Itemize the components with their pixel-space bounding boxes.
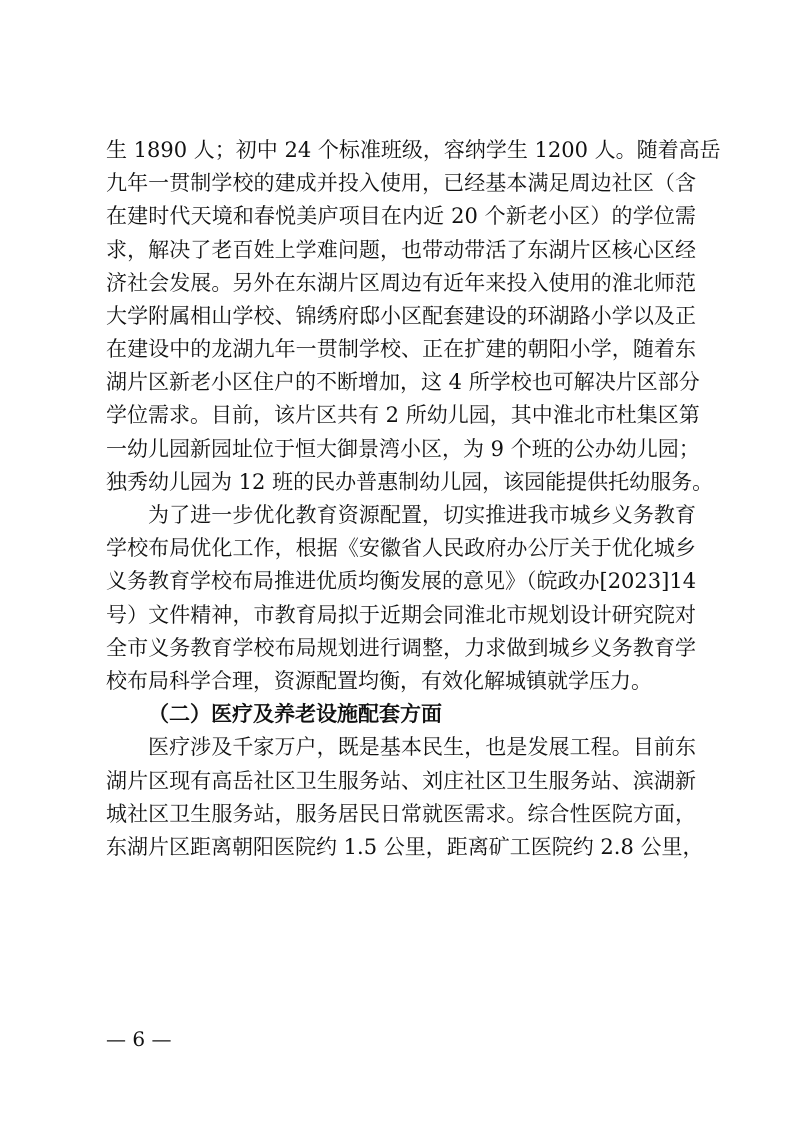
page-number: — 6 —	[106, 1027, 172, 1051]
paragraph-line: 号）文件精神，市教育局拟于近期会同淮北市规划设计研究院对	[106, 602, 696, 627]
paragraph-line: 湖片区现有高岳社区卫生服务站、刘庄社区卫生服务站、滨湖新	[106, 768, 696, 793]
paragraph-line: 在建时代天境和春悦美庐项目在内近 20 个新老小区）的学位需	[106, 204, 696, 229]
paragraph-line: 独秀幼儿园为 12 班的民办普惠制幼儿园，该园能提供托幼服务。	[106, 469, 714, 494]
paragraph-line: 学校布局优化工作，根据《安徽省人民政府办公厅关于优化城乡	[106, 536, 696, 561]
section-heading: （二）医疗及养老设施配套方面	[148, 701, 442, 727]
paragraph-line: 校布局科学合理，资源配置均衡，有效化解城镇就学压力。	[106, 668, 652, 693]
paragraph-line: 在建设中的龙湖九年一贯制学校、正在扩建的朝阳小学，随着东	[106, 337, 696, 362]
paragraph-line: 学位需求。目前，该片区共有 2 所幼儿园，其中淮北市杜集区第	[106, 403, 700, 428]
paragraph-line: 生 1890 人；初中 24 个标准班级，容纳学生 1200 人。随着高岳	[106, 138, 721, 162]
paragraph-line: 医疗涉及千家万户，既是基本民生，也是发展工程。目前东	[148, 735, 696, 760]
paragraph-line: 全市义务教育学校布局规划进行调整，力求做到城乡义务教育学	[106, 635, 696, 660]
paragraph-line: 义务教育学校布局推进优质均衡发展的意见》（皖政办[2023]14	[106, 569, 697, 594]
paragraph-line: 求，解决了老百姓上学难问题，也带动带活了东湖片区核心区经	[106, 237, 696, 262]
paragraph-line: 一幼儿园新园址位于恒大御景湾小区，为 9 个班的公办幼儿园；	[106, 436, 700, 461]
paragraph-line: 为了进一步优化教育资源配置，切实推进我市城乡义务教育	[148, 503, 696, 528]
paragraph-line: 济社会发展。另外在东湖片区周边有近年来投入使用的淮北师范	[106, 270, 696, 295]
paragraph-line: 湖片区新老小区住户的不断增加，这 4 所学校也可解决片区部分	[106, 370, 700, 395]
paragraph-line: 大学附属相山学校、锦绣府邸小区配套建设的环湖路小学以及正	[106, 303, 696, 328]
paragraph-line: 东湖片区距离朝阳医院约 1.5 公里，距离矿工医院约 2.8 公里，	[106, 834, 704, 859]
paragraph-line: 城社区卫生服务站，服务居民日常就医需求。综合性医院方面，	[106, 801, 696, 826]
paragraph-line: 九年一贯制学校的建成并投入使用，已经基本满足周边社区（含	[106, 171, 696, 196]
